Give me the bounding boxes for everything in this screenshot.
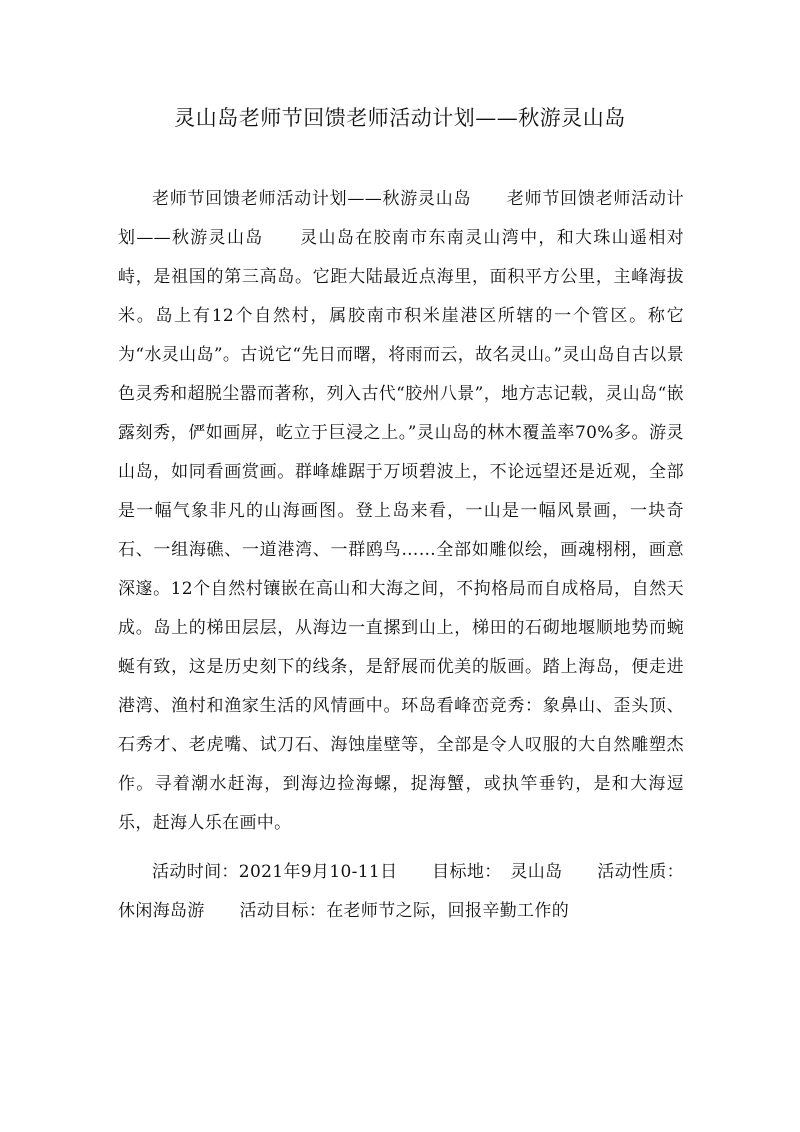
paragraph-introduction: 老师节回馈老师活动计划——秋游灵山岛 老师节回馈老师活动计划——秋游灵山岛 灵山岛在胶南市东南灵山湾中，和大珠山遥相对峙，是祖国的第三高岛。它距大陆最近点海里，面积平方公里，主峰海拔米。岛上有12个自然村，属胶南市积米崖港区所辖的一个管区。称它为“水灵山岛”。古说它“先日而曙，将雨而云，故名灵山。”灵山岛自古以景色灵秀和超脱尘嚣而著称，列入古代“胶州八景”，地方志记载，灵山岛“嵌露刻秀，俨如画屏，屹立于巨浸之上。”灵山岛的林木覆盖率70%多。游灵山岛，如同看画赏画。群峰雄踞于万顷碧波上，不论远望还是近观，全部是一幅气象非凡的山海画图。登上岛来看，一山是一幅风景画，一块奇石、一组海礁、一道港湾、一群鸥鸟……全部如雕似绘，画魂栩栩，画意深邃。12个自然村镶嵌在高山和大海之间，不拘格局而自成格局，自然天成。岛上的梯田层层，从海边一直摞到山上，梯田的石砌地堰顺地势而蜿蜒有致，这是历史刻下的线条，是舒展而优美的版画。踏上海岛，便走进港湾、渔村和渔家生活的风情画中。环岛看峰峦竞秀：象鼻山、歪头顶、石秀才、老虎嘴、试刀石、海蚀崖壁等，全部是令人叹服的大自然雕塑杰作。寻着潮水赶海，到海边捡海螺，捉海蟹，或执竿垂钓，是和大海逗乐，赶海人乐在画中。 (118, 189, 684, 833)
document-title: 灵山岛老师节回馈老师活动计划——秋游灵山岛 (174, 106, 626, 130)
paragraph-activity-details: 活动时间：2021年9月10-11日 目标地： 灵山岛 活动性质：休闲海岛游 活动目标：在老师节之际，回报辛勤工作的 (118, 862, 684, 921)
document-body (118, 180, 684, 931)
